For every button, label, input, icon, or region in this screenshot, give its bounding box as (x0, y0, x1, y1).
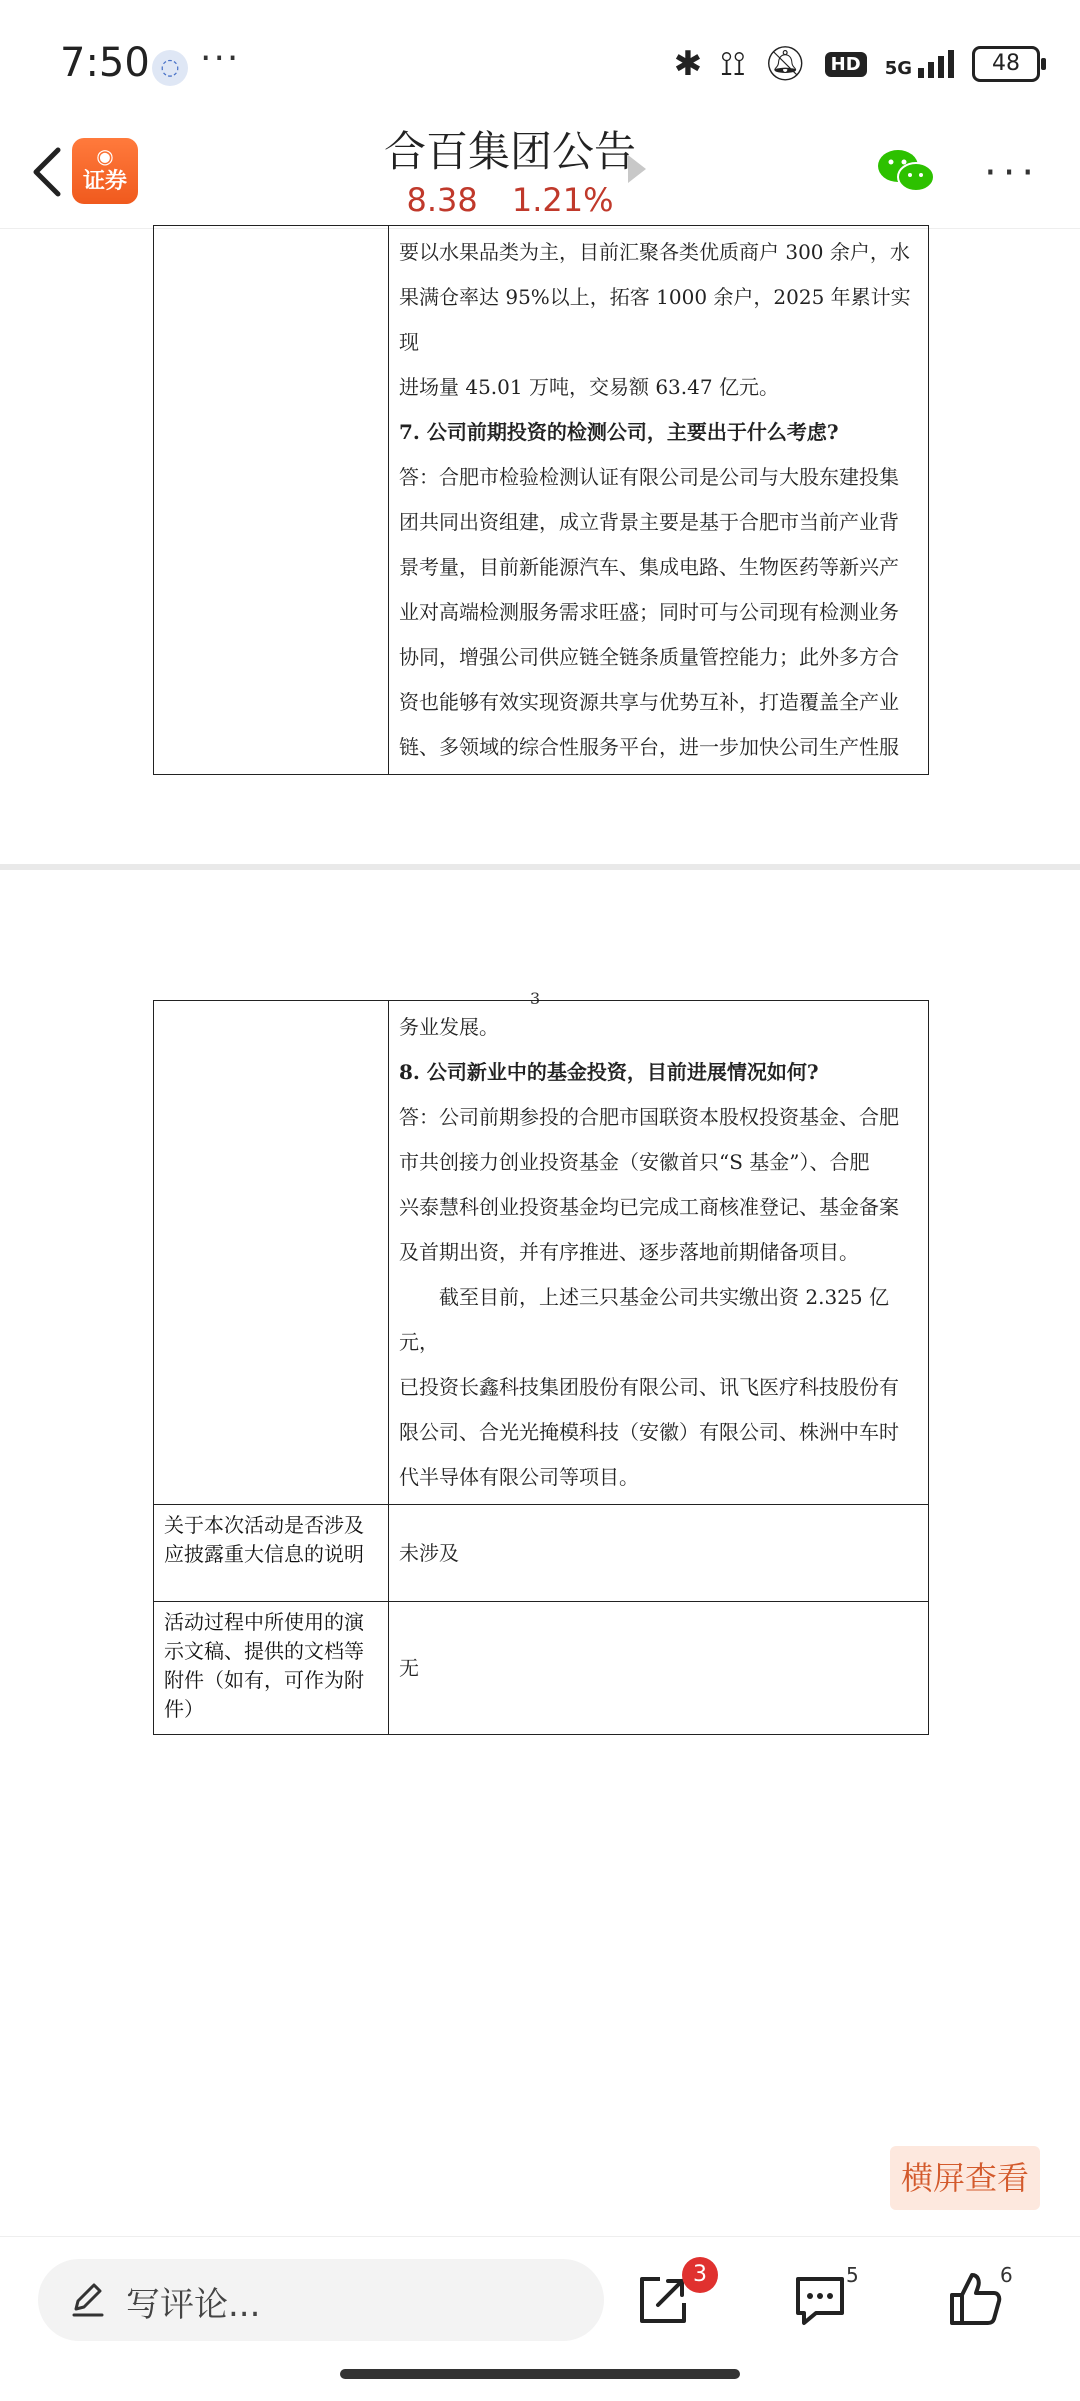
comment-count: 5 (846, 2263, 859, 2287)
status-bar (0, 0, 1080, 120)
bluetooth-icon: ✱ (673, 44, 703, 84)
page-separator (0, 864, 1080, 870)
notification-app-icon: ◌ (152, 50, 188, 86)
disclosure-label-cell: 关于本次活动是否涉及应披露重大信息的说明 (154, 1505, 389, 1602)
logo-emblem-icon: ◉ (96, 144, 114, 168)
comments-icon[interactable] (792, 2273, 848, 2327)
stock-quote (300, 180, 720, 220)
page1-right-cell (389, 226, 929, 775)
attachment-label-cell: 活动过程中所使用的演示文稿、提供的文档等附件（如有，可作为附件） (154, 1602, 389, 1735)
page2-left-cell (154, 1001, 389, 1505)
more-options-icon[interactable]: ··· (984, 150, 1041, 196)
text-line: 要以水果品类为主，目前汇聚各类优质商户 300 余户，水 (399, 240, 910, 264)
text-line: 及首期出资，并有序推进、逐步落地前期储备项目。 (399, 1240, 859, 1264)
text-line: 兴泰慧科创业投资基金均已完成工商核准登记、基金备案 (399, 1195, 899, 1219)
text-line: 务业发展。 (399, 1015, 499, 1039)
text-line: 已投资长鑫科技集团股份有限公司、讯飞医疗科技股份有 (399, 1375, 899, 1399)
earbuds-icon: ⟟⟟ (720, 44, 746, 84)
text-line: 限公司、合光光掩模科技（安徽）有限公司、株洲中车时 (399, 1420, 899, 1444)
thumbs-up-icon[interactable] (948, 2271, 1002, 2327)
text-line: 答：合肥市检验检测认证有限公司是公司与大股东建投集 (399, 465, 899, 489)
page2-table (153, 1000, 929, 1735)
text-line: 协同，增强公司供应链全链条质量管控能力；此外多方合 (399, 645, 899, 669)
text-line: 链、多领域的综合性服务平台，进一步加快公司生产性服 (399, 735, 899, 759)
text-line: 团共同出资组建，成立背景主要是基于合肥市当前产业背 (399, 510, 899, 534)
page1-left-cell (154, 226, 389, 775)
page-number: 3 (530, 989, 541, 1008)
disclosure-value-cell: 未涉及 (389, 1505, 929, 1602)
text-line: 答：公司前期参投的合肥市国联资本股权投资基金、合肥 (399, 1105, 899, 1129)
text-line: 景考量，目前新能源汽车、集成电路、生物医药等新兴产 (399, 555, 899, 579)
securities-logo[interactable] (72, 138, 138, 204)
wechat-share-icon[interactable] (876, 146, 936, 196)
text-line: 资也能够有效实现资源共享与优势互补，打造覆盖全产业 (399, 690, 899, 714)
like-count: 6 (1000, 2263, 1013, 2287)
title-block[interactable] (300, 118, 720, 220)
mute-icon: 🔕︎ (763, 44, 807, 84)
page2-right-cell (389, 1001, 929, 1505)
text-line: 业对高端检测服务需求旺盛；同时可与公司现有检测业务 (399, 600, 899, 624)
signal-icon (885, 50, 954, 78)
text-line: 市共创接力创业投资基金（安徽首只“S 基金”）、合肥 (399, 1150, 870, 1174)
status-icons (674, 44, 1040, 84)
battery-icon: 48 (972, 46, 1040, 82)
status-more-icon: ··· (200, 38, 241, 79)
home-indicator[interactable] (340, 2369, 740, 2379)
comment-placeholder: 写评论... (126, 2285, 261, 2325)
page-title: 合百集团公告 (383, 127, 636, 176)
comment-input[interactable] (38, 2259, 604, 2341)
share-badge: 3 (682, 2257, 718, 2293)
text-line: 果满仓率达 95%以上，拓客 1000 余户，2025 年累计实现 (399, 285, 911, 354)
play-icon[interactable] (628, 155, 646, 183)
landscape-view-button[interactable]: 横屏查看 (890, 2146, 1040, 2210)
text-line: 进场量 45.01 万吨，交易额 63.47 亿元。 (399, 375, 779, 399)
stock-price: 8.38 (406, 181, 478, 219)
question-8: 8. 公司新业中的基金投资，目前进展情况如何? (399, 1060, 819, 1084)
share-icon[interactable] (636, 2273, 690, 2327)
page1-table (153, 225, 929, 775)
text-line: 截至目前，上述三只基金公司共实缴出资 2.325 亿元， (399, 1285, 889, 1354)
stock-change: 1.21% (511, 181, 614, 219)
bottom-action-bar (0, 2236, 1080, 2401)
attachment-value-cell: 无 (389, 1602, 929, 1735)
hd-badge: HD (825, 52, 867, 77)
logo-label: 证券 (82, 169, 127, 194)
status-time: 7:50 (60, 40, 150, 86)
question-7: 7. 公司前期投资的检测公司，主要出于什么考虑? (399, 420, 839, 444)
pencil-icon (68, 2279, 108, 2319)
text-line: 代半导体有限公司等项目。 (399, 1465, 639, 1489)
network-type: 5G (884, 58, 912, 79)
